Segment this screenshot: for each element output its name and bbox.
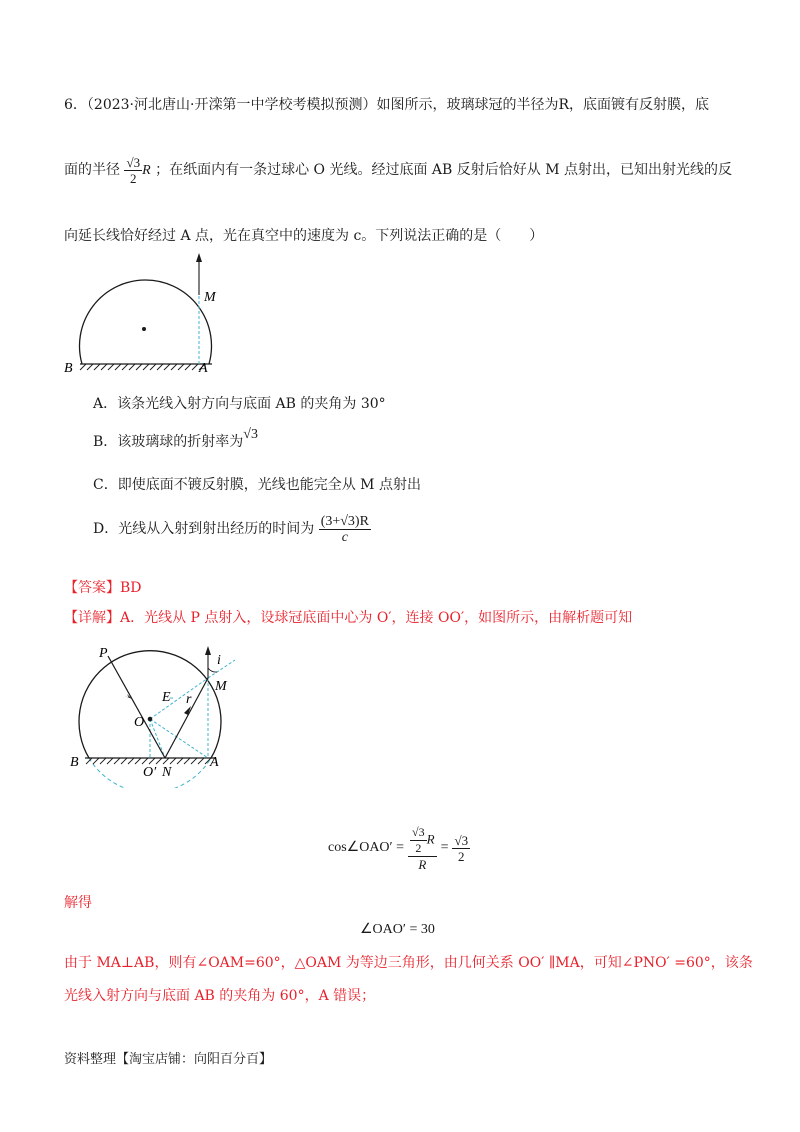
incident-ray <box>108 656 165 758</box>
question-line-1 <box>64 95 709 115</box>
question-text-1: 如图所示，玻璃球冠的半径为R，底面镀有反射膜，底 <box>376 97 709 113</box>
label-B: B <box>64 361 73 375</box>
radius-fraction: $\frac{√3}{2}$ <box>126 154 141 186</box>
label-i: i <box>217 653 221 668</box>
cap-arc <box>80 280 212 364</box>
question-text-2b: ；在纸面内有一条过球心 O 光线。经过底面 AB 反射后恰好从 M 点射出，已知出射光线的反 <box>155 162 733 178</box>
answer-line <box>64 578 142 598</box>
reflected-ray <box>165 678 208 758</box>
label-M: M <box>204 290 216 305</box>
formula-cos-numerator: $\frac{√3}{2}$ R <box>408 825 437 857</box>
label-M: M <box>215 679 227 694</box>
figure-1-glass-cap <box>60 250 230 375</box>
detail-label: 【详解】 <box>64 610 120 626</box>
conclusion-line-1: 由于 MA⊥AB，则有∠OAM=60°，△OAM 为等边三角形，由几何关系 OO′ ∥MA，可知∠PNO′ =60°，该条 <box>64 955 753 971</box>
arrow-up-icon <box>196 253 202 262</box>
figure-2-ray-diagram <box>70 638 240 788</box>
option-d <box>93 508 371 550</box>
option-b <box>93 427 258 453</box>
question-number: 6． <box>64 97 87 113</box>
label-O-prime: O′ <box>143 765 157 780</box>
label-E: E <box>162 690 171 705</box>
question-source: （2023·河北唐山·开滦第一中学校考模拟预测） <box>86 97 377 113</box>
footer-source: 资料整理【淘宝店铺：向阳百分百】 <box>64 1052 273 1067</box>
label-A: A <box>199 361 208 375</box>
label-r: r <box>186 692 192 707</box>
option-b-value: √3 <box>243 427 258 442</box>
reflective-film-hatching <box>86 758 211 764</box>
formula-cos-eq: = <box>440 840 449 855</box>
answer-value: BD <box>120 580 142 596</box>
option-c: C．即使底面不镀反射膜，光线也能完全从 M 点射出 <box>93 477 421 493</box>
detail-line <box>64 608 632 628</box>
answer-label: 【答案】 <box>64 580 120 596</box>
label-P: P <box>99 646 108 661</box>
conclusion-line-2: 光线入射方向与底面 AB 的夹角为 60°，A 错误； <box>64 988 376 1004</box>
label-B: B <box>70 755 79 770</box>
construction-lines <box>150 660 235 758</box>
reflective-film-hatching <box>80 364 205 370</box>
detail-text: A．光线从 P 点射入，设球冠底面中心为 O′，连接 OO′，如图所示，由解析题可知 <box>120 610 633 626</box>
option-d-text: D．光线从入射到射出经历的时间为 <box>93 521 315 537</box>
arrow-up-icon <box>205 646 211 655</box>
formula-angle: ∠OAO′ = 30 <box>360 922 435 937</box>
formula-cos-denominator: R <box>418 856 427 872</box>
option-b-text: B．该玻璃球的折射率为 <box>93 434 244 450</box>
option-d-fraction: $\frac{(3+√3)R}{c}$ <box>320 513 369 545</box>
label-O: O <box>134 715 145 730</box>
center-dot <box>142 327 146 331</box>
solve-label: 解得 <box>64 895 92 911</box>
label-A: A <box>210 755 219 770</box>
formula-cos <box>328 818 470 878</box>
question-line-2 <box>64 150 732 191</box>
formula-cos-lhs: cos∠OAO′ = <box>328 840 405 855</box>
center-dot <box>148 717 153 722</box>
formula-cos-rhs: $\frac{√3}{2}$ <box>454 832 469 864</box>
question-text-2a: 面的半径 <box>64 162 120 178</box>
radius-symbol: R <box>142 163 151 178</box>
formula-cos-big-fraction <box>408 825 437 872</box>
option-a: A．该条光线入射方向与底面 AB 的夹角为 30° <box>93 396 386 412</box>
label-N: N <box>162 765 172 780</box>
question-line-3: 向延长线恰好经过 A 点，光在真空中的速度为 c。下列说法正确的是（ ） <box>64 228 544 244</box>
angle-i-arc <box>208 668 217 672</box>
